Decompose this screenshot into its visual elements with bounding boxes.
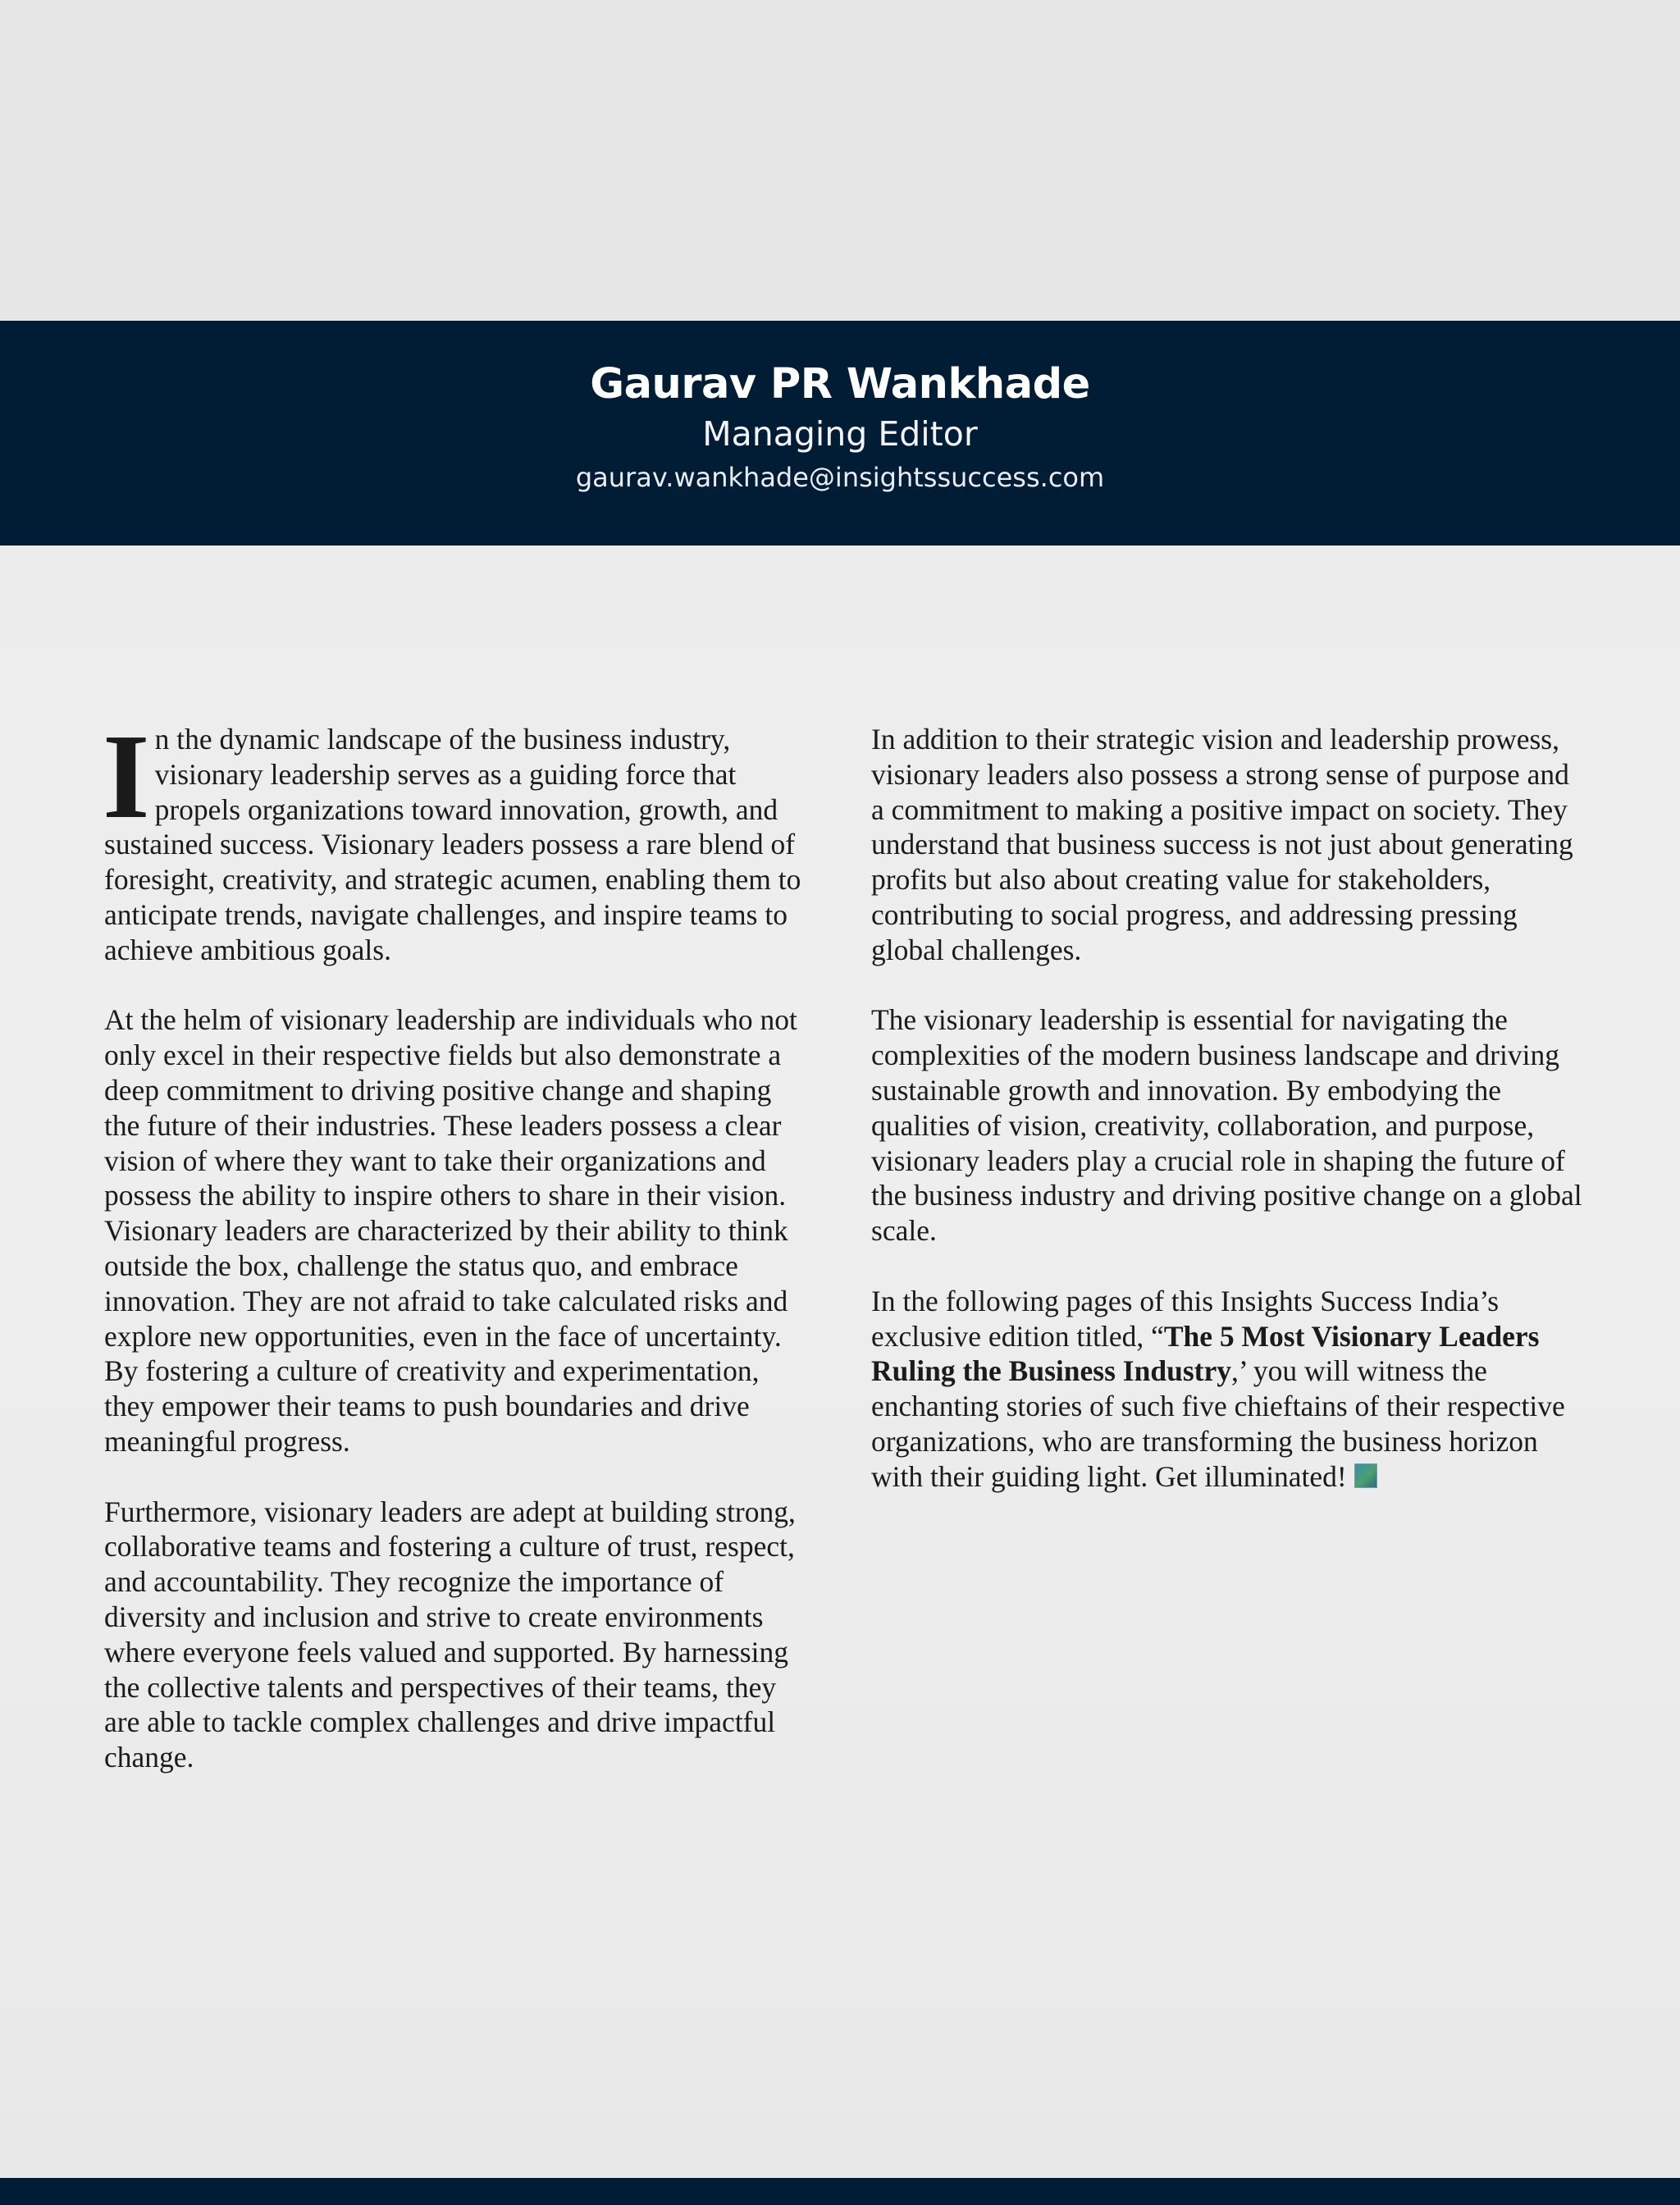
drop-cap: I <box>103 710 150 844</box>
article-paragraph <box>103 710 810 968</box>
article-paragraph: Furthermore, visionary leaders are adept at building strong, collaborative teams and fostering a culture of trust, respect, and accountability. They recognize the importance of diversity and inclusion and strive to create environments where everyone feels valued and supported. By harnessing the collective talents and perspectives of their teams, they are able to tackle complex challenges and drive impactful change. <box>104 1495 796 1774</box>
sparkle-emoji-icon <box>1354 1463 1377 1488</box>
top-blank-area <box>0 0 1680 321</box>
footer-band <box>0 2178 1680 2205</box>
editor-role: Managing Editor <box>702 414 978 454</box>
article-left-column <box>103 710 810 1810</box>
article-paragraph-closing <box>871 1284 1586 1495</box>
article-paragraph: At the helm of visionary leadership are individuals who not only excel in their respective fields but also demonstrate a deep commitment to driving positive change and shaping the future of their industries. These leaders possess a clear vision of where they want to take their organizations and possess the ability to inspire others to share in their vision. Visionary leaders are characterized by their ability to think outside the box, challenge the status quo, and embrace innovation. They are not afraid to take calculated risks and explore new opportunities, even in the face of uncertainty. By fostering a culture of creativity and experimentation, they empower their teams to push boundaries and drive meaningful progress. <box>104 1003 797 1458</box>
paragraph-text: ,’ you will witness the enchanting stories of such five chieftains of their respective organizations, who are transforming the business horizon with their guiding light. Get illuminated! <box>871 1354 1565 1493</box>
article-paragraph: The visionary leadership is essential for navigating the complexities of the modern business landscape and driving sustainable growth and innovation. By embodying the qualities of vision, creativity, collaboration, and purpose, visionary leaders play a crucial role in shaping the future of the business industry and driving positive change on a global scale. <box>871 1003 1582 1248</box>
edition-title: The 5 Most Visionary Leaders Ruling the Business Industry <box>871 1319 1540 1388</box>
article-right-column <box>871 722 1586 1529</box>
editor-name: Gaurav PR Wankhade <box>590 360 1090 409</box>
paragraph-text: In the following pages of this Insights Success India’s exclusive edition titled, “ <box>871 1284 1500 1353</box>
editor-header-band <box>0 321 1680 546</box>
editor-email: gaurav.wankhade@insightssuccess.com <box>575 462 1105 493</box>
article-paragraph: In addition to their strategic vision and leadership prowess, visionary leaders also possess a strong sense of purpose and a commitment to making a positive impact on society. They understand that business success is not just about generating profits but also about creating value for stakeholders, contributing to social progress, and addressing pressing global challenges. <box>871 723 1573 966</box>
paragraph-text: n the dynamic landscape of the business industry, visionary leadership serves as a guiding force that propels organizations toward innovation, growth, and sustained success. Visionary leaders possess a rare blend of foresight, creativity, and strategic acumen, enabling them to anticipate trends, navigate challenges, and inspire teams to achieve ambitious goals. <box>104 723 801 966</box>
